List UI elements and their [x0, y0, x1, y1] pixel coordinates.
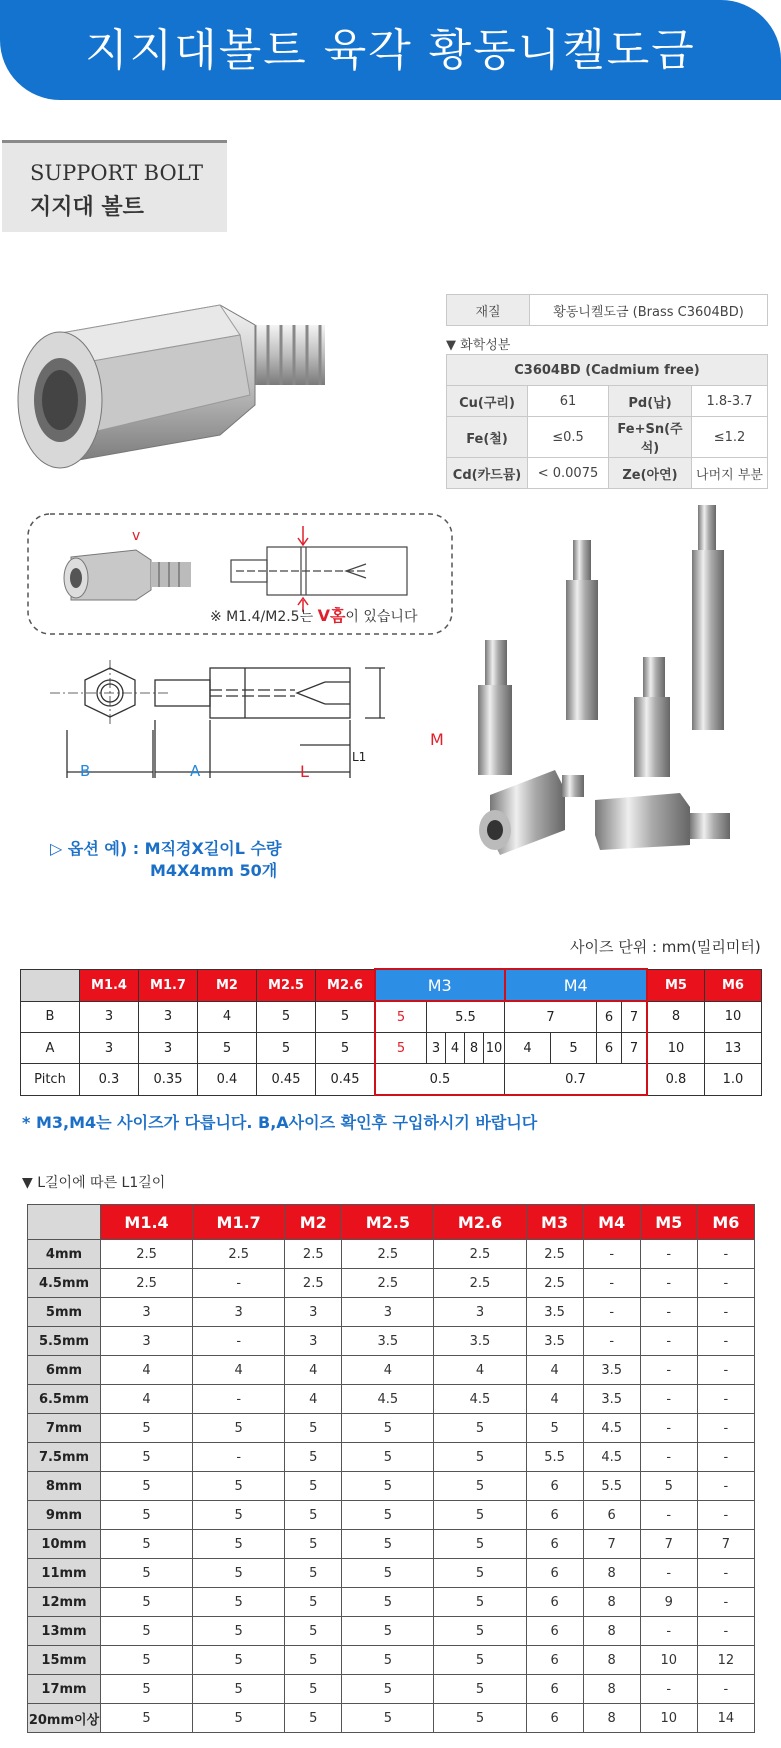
l1-cell: 5	[193, 1414, 285, 1443]
l1-cell: -	[583, 1298, 640, 1327]
l1-row-label: 20mm이상	[28, 1704, 101, 1733]
l1-cell: 5	[193, 1704, 285, 1733]
size-cell: 6	[597, 1001, 622, 1033]
l1-row-label: 9mm	[28, 1501, 101, 1530]
chem-cell-cadmium: Cd(카드뮴)	[447, 458, 528, 489]
l1-cell: 5	[434, 1501, 526, 1530]
size-header: M2.5	[257, 969, 316, 1001]
l1-cell: -	[697, 1501, 754, 1530]
l1-row-label: 5mm	[28, 1298, 101, 1327]
table-row	[28, 1385, 755, 1414]
l1-cell: 5	[101, 1472, 193, 1501]
l1-cell: 8	[583, 1704, 640, 1733]
chem-cell: Fe(철)	[447, 417, 528, 458]
l1-cell: -	[697, 1617, 754, 1646]
l1-cell: 5	[434, 1704, 526, 1733]
table-row	[28, 1646, 755, 1675]
l1-row-label: 6.5mm	[28, 1385, 101, 1414]
size-cell: 8	[647, 1001, 705, 1033]
l1-cell: 8	[583, 1559, 640, 1588]
l1-cell: 4.5	[342, 1385, 434, 1414]
l1-cell: -	[697, 1414, 754, 1443]
l1-cell: -	[697, 1240, 754, 1269]
chem-cell: Cu(구리)	[447, 386, 528, 417]
l1-cell: -	[640, 1443, 697, 1472]
l1-cell: -	[697, 1385, 754, 1414]
table-row	[28, 1269, 755, 1298]
l1-cell: -	[583, 1269, 640, 1298]
size-warning: * M3,M4는 사이즈가 다릅니다. B,A사이즈 확인후 구입하시기 바랍니다	[22, 1113, 538, 1132]
chem-cell: Fe+Sn(주석)	[609, 417, 692, 458]
unit-label: 사이즈 단위 : mm(밀리미터)	[570, 938, 761, 956]
size-row-label: Pitch	[21, 1064, 80, 1096]
l1-cell: 5	[101, 1443, 193, 1472]
l1-cell: 5	[193, 1675, 285, 1704]
v-groove-note	[210, 603, 417, 626]
l1-cell: 5	[193, 1646, 285, 1675]
support-bolt-en: SUPPORT BOLT	[30, 161, 203, 185]
l1-cell: 5	[434, 1472, 526, 1501]
size-cell: 5	[375, 1033, 427, 1064]
l1-cell: -	[697, 1675, 754, 1704]
l1-cell: 5	[342, 1675, 434, 1704]
table-row	[28, 1704, 755, 1733]
l1-cell: -	[640, 1356, 697, 1385]
l1-cell: 6	[526, 1559, 583, 1588]
size-cell: 7	[622, 1033, 648, 1064]
l1-cell: 5	[285, 1588, 342, 1617]
l1-cell: -	[697, 1298, 754, 1327]
l1-cell: 3.5	[526, 1298, 583, 1327]
l1-cell: 4	[101, 1356, 193, 1385]
l1-row-label: 4.5mm	[28, 1269, 101, 1298]
l1-cell: 2.5	[342, 1240, 434, 1269]
l1-header: M4	[583, 1205, 640, 1240]
dim-B: B	[80, 762, 91, 780]
l1-header: M6	[697, 1205, 754, 1240]
l1-cell: 5	[526, 1414, 583, 1443]
size-cell: 7	[505, 1001, 597, 1033]
l1-cell: 3.5	[583, 1385, 640, 1414]
size-cell: 5	[551, 1033, 597, 1064]
l1-cell: 3	[285, 1327, 342, 1356]
l1-cell: 3.5	[434, 1327, 526, 1356]
size-cell: 5	[316, 1001, 376, 1033]
l1-row-label: 4mm	[28, 1240, 101, 1269]
table-row	[28, 1443, 755, 1472]
l1-cell: 5	[101, 1588, 193, 1617]
size-cell: 0.45	[257, 1064, 316, 1096]
l1-cell: 5	[101, 1414, 193, 1443]
l1-row-label: 8mm	[28, 1472, 101, 1501]
table-row	[28, 1356, 755, 1385]
l1-cell: 5	[285, 1704, 342, 1733]
l1-cell: -	[583, 1327, 640, 1356]
size-cell: 10	[647, 1033, 705, 1064]
l1-cell: 4.5	[583, 1414, 640, 1443]
size-cell: 0.35	[139, 1064, 198, 1096]
l1-cell: 5	[434, 1414, 526, 1443]
l1-cell: 5	[101, 1675, 193, 1704]
size-cell: 5	[198, 1033, 257, 1064]
size-cell: 5	[316, 1033, 376, 1064]
size-table	[20, 968, 762, 1096]
l1-cell: -	[640, 1675, 697, 1704]
l1-cell: 3.5	[526, 1327, 583, 1356]
l1-cell: 5	[101, 1646, 193, 1675]
l1-cell: 5	[285, 1530, 342, 1559]
size-header: M5	[647, 969, 705, 1001]
l1-cell: 8	[583, 1675, 640, 1704]
option-example-line1: ▷ 옵션 예) : M직경X길이L 수량	[50, 839, 282, 858]
l1-cell: 5.5	[526, 1443, 583, 1472]
l1-cell: 6	[526, 1617, 583, 1646]
l1-cell: -	[697, 1356, 754, 1385]
table-row	[28, 1588, 755, 1617]
size-cell: 4	[198, 1001, 257, 1033]
l1-cell: 4	[101, 1385, 193, 1414]
l1-cell: 5	[434, 1559, 526, 1588]
l1-cell: 5	[101, 1501, 193, 1530]
chem-cell: ≤0.5	[528, 417, 609, 458]
l1-cell: 5	[285, 1646, 342, 1675]
l1-cell: -	[640, 1240, 697, 1269]
size-cell: 5	[257, 1033, 316, 1064]
l1-cell: 5	[193, 1588, 285, 1617]
l1-cell: 5	[193, 1617, 285, 1646]
l1-cell: 5	[434, 1588, 526, 1617]
l1-cell: 5	[434, 1646, 526, 1675]
l1-cell: -	[697, 1443, 754, 1472]
l1-row-label: 12mm	[28, 1588, 101, 1617]
v-mark: v	[132, 528, 141, 544]
l1-cell: 5	[434, 1443, 526, 1472]
l1-cell: 5	[101, 1617, 193, 1646]
l1-cell: 5	[285, 1559, 342, 1588]
l1-cell: 5	[342, 1414, 434, 1443]
size-header: M2	[198, 969, 257, 1001]
l1-cell: -	[697, 1588, 754, 1617]
chem-title: C3604BD (Cadmium free)	[447, 355, 768, 386]
l1-cell: 5	[193, 1501, 285, 1530]
size-cell: 0.5	[375, 1064, 505, 1096]
size-cell: 3	[139, 1001, 198, 1033]
chem-cell: Pd(납)	[609, 386, 692, 417]
l1-cell: 4	[526, 1385, 583, 1414]
size-cell: 10	[705, 1001, 762, 1033]
table-row	[28, 1501, 755, 1530]
l1-header: M2	[285, 1205, 342, 1240]
l1-row-label: 13mm	[28, 1617, 101, 1646]
l1-cell: 3.5	[583, 1356, 640, 1385]
l1-cell: 6	[526, 1704, 583, 1733]
l1-cell: 5.5	[583, 1472, 640, 1501]
l1-row-label: 6mm	[28, 1356, 101, 1385]
note-vgroove: V홈	[317, 606, 346, 625]
size-cell: 5	[257, 1001, 316, 1033]
l1-cell: 5	[285, 1414, 342, 1443]
size-cell: 3	[80, 1033, 139, 1064]
l1-cell: 2.5	[434, 1240, 526, 1269]
l1-cell: 6	[583, 1501, 640, 1530]
chem-cell: 61	[528, 386, 609, 417]
l1-header: M3	[526, 1205, 583, 1240]
chem-cell: < 0.0075	[528, 458, 609, 489]
l1-cell: -	[193, 1385, 285, 1414]
size-table-corner	[21, 969, 80, 1001]
l1-cell: 6	[526, 1646, 583, 1675]
l1-table-title: ▼ L길이에 따른 L1길이	[22, 1175, 166, 1191]
technical-drawing	[35, 660, 435, 810]
l1-cell: 3	[285, 1298, 342, 1327]
table-row	[28, 1298, 755, 1327]
material-table	[446, 294, 768, 326]
l1-cell: 5	[285, 1501, 342, 1530]
l1-cell: 5	[342, 1559, 434, 1588]
l1-cell: -	[697, 1559, 754, 1588]
l1-cell: 5	[434, 1530, 526, 1559]
size-header: M1.4	[80, 969, 139, 1001]
l1-cell: 8	[583, 1646, 640, 1675]
l1-header: M5	[640, 1205, 697, 1240]
table-row	[28, 1472, 755, 1501]
l1-header: M1.4	[101, 1205, 193, 1240]
l1-cell: 10	[640, 1704, 697, 1733]
l1-cell: 5	[434, 1675, 526, 1704]
l1-cell: 3	[342, 1298, 434, 1327]
size-cell: 7	[622, 1001, 648, 1033]
size-header-m3: M3	[375, 969, 505, 1001]
l1-cell: 3	[434, 1298, 526, 1327]
table-row	[28, 1327, 755, 1356]
size-cell: 0.4	[198, 1064, 257, 1096]
size-cell: 1.0	[705, 1064, 762, 1096]
dim-L: L	[300, 762, 309, 781]
l1-cell: 4.5	[434, 1385, 526, 1414]
note-suffix: 이 있습니다	[345, 609, 418, 625]
l1-header: M2.6	[434, 1205, 526, 1240]
chem-table	[446, 354, 768, 489]
size-cell: 0.7	[505, 1064, 648, 1096]
l1-cell: 9	[640, 1588, 697, 1617]
table-row	[28, 1559, 755, 1588]
l1-cell: 5	[193, 1559, 285, 1588]
size-cell: 4	[505, 1033, 551, 1064]
l1-cell: 2.5	[526, 1269, 583, 1298]
l1-cell: -	[640, 1298, 697, 1327]
l1-cell: 2.5	[285, 1240, 342, 1269]
l1-cell: 4	[342, 1356, 434, 1385]
l1-cell: 6	[526, 1472, 583, 1501]
l1-cell: 7	[583, 1530, 640, 1559]
l1-cell: 6	[526, 1530, 583, 1559]
l1-cell: 8	[583, 1617, 640, 1646]
l1-cell: 6	[526, 1675, 583, 1704]
size-cell: 0.45	[316, 1064, 376, 1096]
l1-cell: -	[193, 1269, 285, 1298]
l1-cell: 14	[697, 1704, 754, 1733]
l1-cell: -	[640, 1385, 697, 1414]
size-cell: 8	[465, 1033, 484, 1064]
l1-cell: -	[640, 1327, 697, 1356]
l1-cell: 6	[526, 1588, 583, 1617]
l1-cell: 2.5	[101, 1240, 193, 1269]
l1-cell: 4	[285, 1385, 342, 1414]
l1-cell: 5	[434, 1617, 526, 1646]
size-cell: 3	[427, 1033, 446, 1064]
l1-cell: 5	[285, 1675, 342, 1704]
l1-row-label: 11mm	[28, 1559, 101, 1588]
l1-cell: 3	[101, 1298, 193, 1327]
l1-row-label: 10mm	[28, 1530, 101, 1559]
size-cell: 5.5	[427, 1001, 505, 1033]
l1-row-label: 5.5mm	[28, 1327, 101, 1356]
l1-cell: 5	[640, 1472, 697, 1501]
l1-cell: 5	[285, 1472, 342, 1501]
size-row-label: A	[21, 1033, 80, 1064]
size-cell: 0.8	[647, 1064, 705, 1096]
dim-M: M	[430, 730, 444, 749]
size-cell: 4	[446, 1033, 465, 1064]
l1-cell: 5	[342, 1443, 434, 1472]
l1-cell: 3	[101, 1327, 193, 1356]
chem-cell: Ze(아연)	[609, 458, 692, 489]
l1-cell: 5	[342, 1617, 434, 1646]
table-row	[28, 1530, 755, 1559]
l1-cell: 5	[101, 1530, 193, 1559]
l1-cell: 8	[583, 1588, 640, 1617]
l1-cell: 2.5	[342, 1269, 434, 1298]
l1-cell: 5	[342, 1501, 434, 1530]
l1-cell: 3	[193, 1298, 285, 1327]
l1-cell: 5	[342, 1530, 434, 1559]
l1-cell: 5	[101, 1704, 193, 1733]
note-prefix: ※ M1.4/M2.5는	[210, 609, 318, 625]
chem-cell: 1.8-3.7	[692, 386, 768, 417]
size-row-label: B	[21, 1001, 80, 1033]
l1-cell: 5	[342, 1704, 434, 1733]
l1-cell: 4.5	[583, 1443, 640, 1472]
l1-cell: 2.5	[193, 1240, 285, 1269]
material-value: 황동니켈도금 (Brass C3604BD)	[530, 295, 768, 326]
l1-cell: 2.5	[526, 1240, 583, 1269]
l1-cell: -	[640, 1617, 697, 1646]
l1-cell: -	[697, 1327, 754, 1356]
l1-cell: 5	[193, 1530, 285, 1559]
l1-cell: 7	[640, 1530, 697, 1559]
l1-table	[27, 1204, 755, 1733]
chem-cell: 나머지 부분	[692, 458, 768, 489]
l1-cell: -	[640, 1269, 697, 1298]
l1-cell: 5	[101, 1559, 193, 1588]
product-photos	[470, 495, 765, 875]
l1-cell: 4	[526, 1356, 583, 1385]
size-header: M1.7	[139, 969, 198, 1001]
l1-row-label: 7mm	[28, 1414, 101, 1443]
l1-cell: 2.5	[101, 1269, 193, 1298]
support-bolt-ko: 지지대 볼트	[30, 195, 144, 220]
standoff-illustration	[10, 295, 340, 495]
size-cell: 13	[705, 1033, 762, 1064]
table-row	[28, 1414, 755, 1443]
l1-cell: 6	[526, 1501, 583, 1530]
l1-row-label: 17mm	[28, 1675, 101, 1704]
l1-header: M1.7	[193, 1205, 285, 1240]
l1-cell: 5	[193, 1472, 285, 1501]
l1-row-label: 7.5mm	[28, 1443, 101, 1472]
l1-cell: 5	[285, 1443, 342, 1472]
l1-header: M2.5	[342, 1205, 434, 1240]
size-header: M2.6	[316, 969, 376, 1001]
size-cell: 6	[597, 1033, 622, 1064]
l1-cell: 7	[697, 1530, 754, 1559]
l1-cell: -	[583, 1240, 640, 1269]
l1-cell: 12	[697, 1646, 754, 1675]
size-cell: 3	[139, 1033, 198, 1064]
l1-cell: 10	[640, 1646, 697, 1675]
l1-table-corner	[28, 1205, 101, 1240]
chem-cell: ≤1.2	[692, 417, 768, 458]
size-cell: 3	[80, 1001, 139, 1033]
page-title: 지지대볼트 육각 황동니켈도금	[85, 25, 696, 76]
table-row	[28, 1240, 755, 1269]
l1-row-label: 15mm	[28, 1646, 101, 1675]
l1-cell: -	[640, 1559, 697, 1588]
size-cell: 10	[484, 1033, 505, 1064]
size-header: M6	[705, 969, 762, 1001]
l1-cell: -	[697, 1472, 754, 1501]
l1-cell: 4	[285, 1356, 342, 1385]
material-label: 재질	[447, 295, 530, 326]
l1-cell: 5	[285, 1617, 342, 1646]
chem-section-label: ▼ 화학성분	[446, 338, 511, 353]
l1-cell: 4	[193, 1356, 285, 1385]
l1-cell: 2.5	[285, 1269, 342, 1298]
l1-cell: 3.5	[342, 1327, 434, 1356]
size-header-m4: M4	[505, 969, 648, 1001]
l1-cell: -	[640, 1501, 697, 1530]
l1-cell: -	[640, 1414, 697, 1443]
dim-L1: L1	[352, 750, 367, 764]
l1-cell: -	[193, 1327, 285, 1356]
dim-A: A	[190, 762, 201, 780]
table-row	[28, 1675, 755, 1704]
l1-cell: 5	[342, 1646, 434, 1675]
size-cell: 0.3	[80, 1064, 139, 1096]
l1-cell: 5	[342, 1472, 434, 1501]
l1-cell: 2.5	[434, 1269, 526, 1298]
option-example-line2: M4X4mm 50개	[150, 861, 278, 880]
l1-cell: -	[193, 1443, 285, 1472]
l1-cell: 5	[342, 1588, 434, 1617]
table-row	[28, 1617, 755, 1646]
l1-cell: -	[697, 1269, 754, 1298]
size-cell: 5	[375, 1001, 427, 1033]
l1-cell: 4	[434, 1356, 526, 1385]
